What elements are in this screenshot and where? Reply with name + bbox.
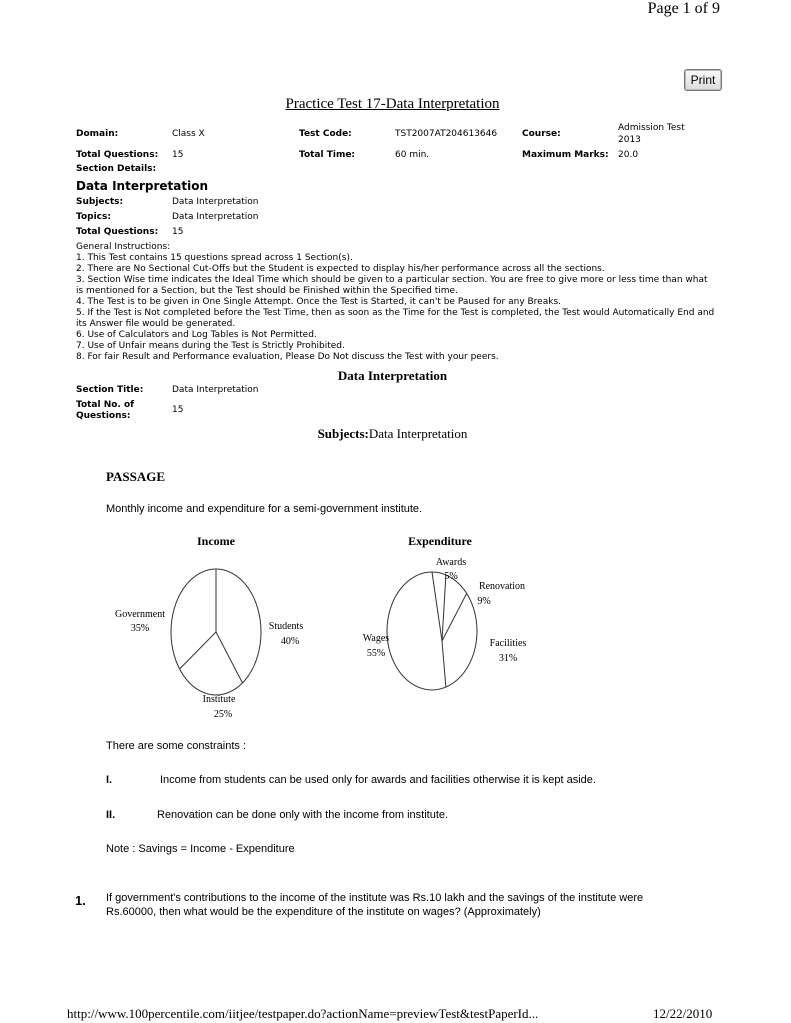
exp-label-awards: Awards [435,557,467,568]
course-label: Course: [522,129,561,139]
instruction-item: 7. Use of Unfair means during the Test is Strictly Prohibited. [76,341,345,351]
income-label-students: Students [268,621,304,632]
constraint-number: I. [106,774,113,786]
question-text-line1: If government's contributions to the income of the institute was Rs.10 lakh and the savings of the institute were [106,892,644,904]
total-questions-label: Total Questions: [76,150,159,160]
question-text-line2: Rs.60000, then what would be the expenditure of the institute on wages? (Approximately) [106,906,541,918]
footer-url: http://www.100percentile.com/iitjee/testpaper.do?actionName=previewTest&testPaperId... [67,1006,539,1021]
total-time-label: Total Time: [299,150,356,160]
total-no-value: 15 [172,405,184,415]
exp-label-renovation: Renovation [478,581,526,592]
topics-label: Topics: [76,212,111,222]
passage-heading: PASSAGE [106,469,165,484]
topics-value: Data Interpretation [172,212,259,222]
instruction-item: 3. Section Wise time indicates the Ideal Time which should be given to a particular section. You are free to give more or less time than what is mentioned for a Section, but the Test should be Finished within the Specified time. [76,275,708,296]
expenditure-pie-chart [387,572,477,690]
instructions-heading: General Instructions: [76,242,171,252]
pie-slice-awards [432,572,442,641]
exp-value-renovation: 9% [477,596,491,607]
instruction-item: 5. If the Test is Not completed before the Test Time, then as soon as the Time for the Test is completed, the Test would Automatically End and its Answer file would be generated. [76,308,715,329]
page-number: Page 1 of 9 [647,0,720,17]
pie-slice-renovation [442,575,446,641]
course-value-line1: Admission Test [618,123,685,133]
constraints-intro: There are some constraints : [106,740,247,752]
subjects-heading-label: Subjects: [317,426,369,441]
instruction-item: 6. Use of Calculators and Log Tables is Not Permitted. [76,330,317,340]
section-block-heading: Data Interpretation [337,368,448,383]
income-value-institute: 25% [213,709,233,720]
page-title: Practice Test 17-Data Interpretation [285,96,500,112]
income-label-institute: Institute [202,694,236,705]
domain-label: Domain: [76,129,119,139]
footer-date: 12/22/2010 [653,1006,713,1021]
constraint-text: Income from students can be used only for awards and facilities otherwise it is kept aside. [160,774,596,786]
exp-label-wages: Wages [362,633,390,644]
pie-slice-government [180,632,216,669]
income-value-students: 40% [280,636,300,647]
test-code-value: TST2007AT204613646 [395,129,498,139]
section-total-questions-value: 15 [172,227,184,237]
expenditure-chart-title: Expenditure [408,534,472,548]
subjects-heading [0,426,785,442]
total-questions-value: 15 [172,150,184,160]
income-value-government: 35% [130,623,150,634]
instruction-item: 1. This Test contains 15 questions spread across 1 Section(s). [76,253,353,263]
test-code-label: Test Code: [299,129,352,139]
exp-value-awards: 5% [444,571,458,582]
pie-slice-institute [216,632,243,683]
exp-value-wages: 55% [366,648,386,659]
subjects-value: Data Interpretation [172,197,259,207]
constraint-number: II. [106,809,116,821]
total-no-label-line2: Questions: [76,411,131,421]
question-number: 1. [75,893,86,908]
instruction-item: 2. There are No Sectional Cut-Offs but the Student is expected to display his/her performance across all the sections. [76,264,605,274]
section-total-questions-label: Total Questions: [76,227,159,237]
max-marks-label: Maximum Marks: [522,150,609,160]
print-button[interactable]: Print [684,69,722,91]
income-pie-chart [171,569,261,695]
pie-charts [100,528,527,728]
total-time-value: 60 min. [395,150,430,160]
section-heading: Data Interpretation [76,179,208,193]
section-title-value: Data Interpretation [172,385,259,395]
instruction-item: 8. For fair Result and Performance evaluation, Please Do Not discuss the Test with your peers. [76,352,499,362]
exp-value-facilities: 31% [498,653,518,664]
section-title-label: Section Title: [76,385,144,395]
domain-value: Class X [172,129,205,139]
max-marks-value: 20.0 [618,150,639,160]
savings-note: Note : Savings = Income - Expenditure [106,843,295,855]
general-instructions [76,242,716,363]
instruction-item: 4. The Test is to be given in One Single Attempt. Once the Test is Started, it can't be Paused for any Breaks. [76,297,561,307]
section-details-label: Section Details: [76,164,157,174]
constraint-text: Renovation can be done only with the income from institute. [157,809,449,821]
passage-intro: Monthly income and expenditure for a semi-government institute. [106,503,423,515]
total-no-label-line1: Total No. of [76,400,135,410]
course-value-line2: 2013 [618,135,641,145]
subjects-label: Subjects: [76,197,124,207]
income-chart-title: Income [197,534,235,548]
income-label-government: Government [115,609,165,620]
pie-slice-wages [442,641,446,687]
subjects-heading-value: Data Interpretation [368,426,468,441]
exp-label-facilities: Facilities [489,638,527,649]
expenditure-pie-chart-outline [387,572,477,690]
pie-slice-facilities [442,593,467,641]
